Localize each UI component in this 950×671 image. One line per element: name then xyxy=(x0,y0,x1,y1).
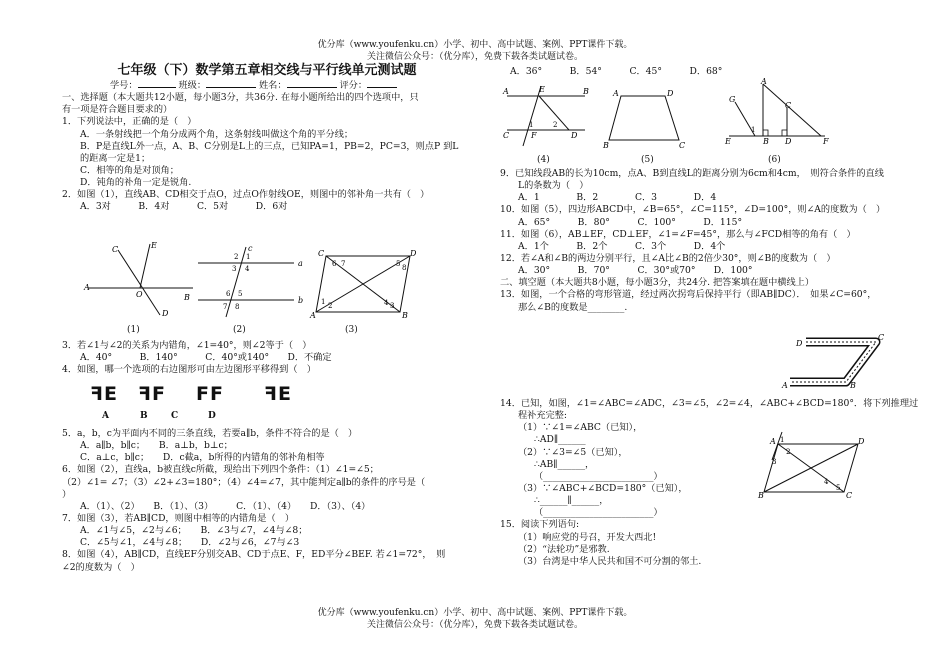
page-header xyxy=(0,39,950,63)
svg-text:E: E xyxy=(539,85,545,94)
svg-text:D: D xyxy=(571,131,578,140)
student-info: 学号： 班级： 姓名： 评分： xyxy=(62,80,472,92)
svg-text:a: a xyxy=(298,259,303,268)
caption-fig-5: (5) xyxy=(641,155,654,165)
svg-text:B: B xyxy=(763,137,769,146)
question-8-options: A．36° B．54° C．45° D．68° xyxy=(510,66,723,77)
svg-text:C: C xyxy=(112,245,119,254)
svg-text:D: D xyxy=(858,437,865,446)
caption-fig-6: (6) xyxy=(768,155,781,165)
svg-text:5: 5 xyxy=(836,484,841,492)
caption-fig-4: (4) xyxy=(537,155,550,165)
caption-fig-2: (2) xyxy=(233,325,246,335)
svg-text:B: B xyxy=(402,311,408,320)
svg-text:C: C xyxy=(503,131,510,140)
question-5: 5．a，b，c为平面内不同的三条直线，若要a∥b，条件不符合的是（ ） xyxy=(62,428,358,439)
svg-text:2: 2 xyxy=(234,253,239,261)
svg-text:C: C xyxy=(785,101,792,110)
svg-text:2: 2 xyxy=(553,121,558,129)
svg-text:C: C xyxy=(846,491,853,500)
header-line-2: 关注微信公众号：（优分库），免费下载各类试题试卷。 xyxy=(366,52,583,62)
svg-text:E: E xyxy=(151,241,157,250)
svg-text:C: C xyxy=(878,333,885,342)
svg-text:7: 7 xyxy=(223,303,228,311)
svg-text:6: 6 xyxy=(226,290,231,298)
figure-1-intersecting-lines xyxy=(84,240,198,318)
svg-text:G: G xyxy=(729,95,736,104)
question-11: 11．如图（6），AB⊥EF，CD⊥EF，∠1=∠F=45°，那么与∠FCD相等的角有（ ） xyxy=(500,228,856,240)
svg-text:1: 1 xyxy=(246,253,251,261)
svg-text:3: 3 xyxy=(390,302,395,310)
svg-text:1: 1 xyxy=(780,436,785,444)
svg-text:C: C xyxy=(318,249,325,258)
right-column: 9．已知线段AB的长为10cm，点A、B到直线L的距离分别为6cm和4cm， 则符合条件的直线 L的条数为（ ） A．1 B．2 C．3 D．4 10．如图（5），四边形ABCD中，∠B=65°，∠C=115°，∠D=100°，则∠A的度数为（ ） A．65° B．80° C．100° D．115° 11．如图（6），AB⊥EF，CD⊥EF，∠1=∠F=45°，那么与∠FCD相等的角有（ ） A．1个 B．2个 C．3个 D．4个 12．若∠A和∠B的两边分别平行，且∠A比∠B的2倍少30°，则∠B的度数为（ ） A．30° B．70° C．30°或70° D．100° 二、填空题（本大题共8小题，每小题3分，共24分. 把答案填在题中横线上） 13．如图，一个合格的弯形管道，经过两次拐弯后保持平行（即AB∥DC）． 如果∠C=60°， 那么∠B的度数是________. xyxy=(500,168,900,314)
svg-text:B: B xyxy=(583,87,589,96)
svg-text:A: A xyxy=(503,87,509,96)
svg-text:A: A xyxy=(770,437,776,446)
svg-text:D: D xyxy=(796,339,803,348)
question-14: 14．已知，如图，∠1=∠ABC=∠ADC，∠3=∠5，∠2=∠4，∠ABC+∠BCD=180°．将下列推理过 xyxy=(500,398,919,409)
figure-3-parallelogram xyxy=(312,250,417,320)
svg-text:3: 3 xyxy=(232,265,237,273)
figure-4-parallel-transversal xyxy=(505,82,593,150)
svg-text:4: 4 xyxy=(245,265,250,273)
svg-text:A: A xyxy=(613,89,619,98)
header-line-1: 优分库（www.youfenku.cn）小学、初中、高中试题、案例、PPT课件下载。 xyxy=(317,40,633,50)
caption-fig-3: (3) xyxy=(345,325,358,335)
question-15: 15．阅读下列语句: xyxy=(500,519,580,531)
svg-text:b: b xyxy=(298,296,304,305)
svg-text:B: B xyxy=(758,491,764,500)
svg-text:5: 5 xyxy=(396,260,401,268)
svg-text:1: 1 xyxy=(321,298,326,306)
question-3: 3．若∠1与∠2的关系为内错角，∠1=40°，则∠2等于（ ） xyxy=(62,340,312,351)
svg-text:8: 8 xyxy=(235,303,240,311)
figure-6-perpendiculars xyxy=(725,77,833,146)
right-column-q14: 14．已知，如图，∠1=∠ABC=∠ADC，∠3=∠5，∠2=∠4，∠ABC+∠BCD=180°．将下列推理过 程补充完整: （1）∵∠1=∠ABC（已知）， ∴AD∥______ （2）∵∠3=∠5（已知）， ∴AB∥______， （________________________） （3）∵∠ABC+∠BCD=180°（已知）， ∴______∥______， （________________________） 15．阅读下列语句: （1）响应党的号召，开发大西北! （2）“法轮功”是邪教. （3）台湾是中华人民共和国不可分割的邻土. xyxy=(500,398,919,567)
svg-text:C: C xyxy=(679,141,686,150)
svg-text:O: O xyxy=(136,290,143,299)
footer-line-2: 关注微信公众号：（优分库），免费下载各类试题试卷。 xyxy=(366,620,583,630)
figure-5-quadrilateral xyxy=(603,88,685,148)
question-10: 10．如图（5），四边形ABCD中，∠B=65°，∠C=115°，∠D=100°，则∠A的度数为（ ） xyxy=(500,204,886,216)
question-13: 13．如图，一个合格的弯形管道，经过两次拐弯后保持平行（即AB∥DC）． 如果∠C=60°， xyxy=(500,289,877,301)
svg-text:A: A xyxy=(782,381,788,390)
question-1: 1．下列说法中，正确的是（ ） xyxy=(62,116,197,128)
question-7: 7．如图（3），若AB∥CD，则图中相等的内错角是（ ） xyxy=(62,512,295,524)
svg-text:F: F xyxy=(531,131,537,140)
figure-14-parallelogram xyxy=(758,430,866,500)
svg-text:8: 8 xyxy=(402,264,407,272)
svg-text:4: 4 xyxy=(824,478,829,486)
svg-text:B: B xyxy=(184,293,190,302)
svg-text:3: 3 xyxy=(772,458,777,466)
figure-13-bent-pipe xyxy=(780,332,890,394)
svg-text:D: D xyxy=(667,89,674,98)
caption-fig-1: (1) xyxy=(127,325,140,335)
svg-text:4: 4 xyxy=(384,299,389,307)
svg-text:E: E xyxy=(725,137,731,146)
svg-text:B: B xyxy=(850,381,856,390)
figure-2-parallel-lines xyxy=(198,245,310,321)
left-column-bottom: 5．a，b，c为平面内不同的三条直线，若要a∥b，条件不符合的是（ ） A．a∥b，b∥c； B．a⊥b，b⊥c； C．a⊥c，b∥c； D．c截a，b所得的内错角的邻补角相等 6．如图（2），直线a，b被直线c所截，现给出下列四个条件：（1）∠1=∠5； （2）∠1= ∠7；（3）∠2+∠3=180°；（4）∠4=∠7，其中能判定a∥b的条件的序号是（ ） A．（1）、（2） B．（1）、（3） C．（1）、（4） D．（3）、（4） 7．如图（3），若AB∥CD，则图中相等的内错角是（ ） A．∠1与∠5，∠2与∠6； B．∠3与∠7，∠4与∠8； C．∠5与∠1，∠4与∠8； D．∠2与∠6，∠7与∠3 8．如图（4），AB∥CD，直线EF分别交AB、CD于点E、F，ED平分∠BEF. 若∠1=72°， 则 ∠2的度数为（ ） xyxy=(62,428,472,574)
left-column: 学号： 班级： 姓名： 评分： 一、选择题（本大题共12小题，每小题3分，共36分. 在每小题所给出的四个选项中，只 有一项是符合题目要求的） 1．下列说法中，正确的是（ ） A．一条射线把一个角分成两个角，这条射线叫做这个角的平分线； B．P是直线L外一点，A、B、C分别是L上的三点，已知PA=1，PB=2，PC=3，则点P 到L 的距离一定是1； C．相等的角是对顶角； D．钝角的补角一定是锐角. 2．如图（1），直线AB、CD相交于点O，过点O作射线OE，则图中的邻补角一共有（ ） A．3对 B．4对 C．5对 D．6对 xyxy=(62,80,472,214)
page-footer xyxy=(0,607,950,631)
svg-text:1: 1 xyxy=(529,121,534,129)
svg-text:c: c xyxy=(248,244,253,253)
svg-text:A: A xyxy=(310,311,316,320)
footer-line-1: 优分库（www.youfenku.cn）小学、初中、高中试题、案例、PPT课件下载。 xyxy=(317,608,633,618)
svg-text:A: A xyxy=(761,77,767,86)
question-4: 4．如图，哪一个选项的右边图形可由左边图形平移得到（ ） xyxy=(62,364,316,376)
page-title: 七年级（下）数学第五章相交线与平行线单元测试题 xyxy=(117,63,417,78)
svg-text:7: 7 xyxy=(341,260,346,268)
svg-text:5: 5 xyxy=(238,290,243,298)
svg-text:2: 2 xyxy=(786,448,791,456)
svg-text:B: B xyxy=(603,141,609,150)
section-1-heading: 一、选择题（本大题共12小题，每小题3分，共36分. 在每小题所给出的四个选项中，只 xyxy=(62,92,419,104)
question-2: 2．如图（1），直线AB、CD相交于点O，过点O作射线OE，则图中的邻补角一共有（ ） xyxy=(62,189,430,201)
question-8: 8．如图（4），AB∥CD，直线EF分别交AB、CD于点E、F，ED平分∠BEF. 若∠1=72°， 则 xyxy=(62,549,446,561)
svg-text:1: 1 xyxy=(751,126,756,134)
svg-text:2: 2 xyxy=(328,302,333,310)
svg-text:D: D xyxy=(162,309,169,318)
svg-text:F: F xyxy=(823,137,829,146)
svg-text:6: 6 xyxy=(332,260,337,268)
svg-text:D: D xyxy=(785,137,792,146)
question-9: 9．已知线段AB的长为10cm，点A、B到直线L的距离分别为6cm和4cm， 则符合条件的直线 xyxy=(500,168,884,179)
svg-text:D: D xyxy=(410,249,417,258)
left-column-lower: 3．若∠1与∠2的关系为内错角，∠1=40°，则∠2等于（ ） A．40° B．140° C．40°或140° D．不确定 4．如图，哪一个选项的右边图形可由左边图形平移得到（ ） xyxy=(62,340,472,376)
question-6: 6．如图（2），直线a，b被直线c所截，现给出下列四个条件：（1）∠1=∠5； xyxy=(62,464,379,476)
question-12: 12．若∠A和∠B的两边分别平行，且∠A比∠B的2倍少30°，则∠B的度数为（ ） xyxy=(500,252,836,264)
svg-text:A: A xyxy=(84,283,90,292)
section-2-heading: 二、填空题（本大题共8小题，每小题3分，共24分. 把答案填在题中横线上） xyxy=(500,277,815,289)
